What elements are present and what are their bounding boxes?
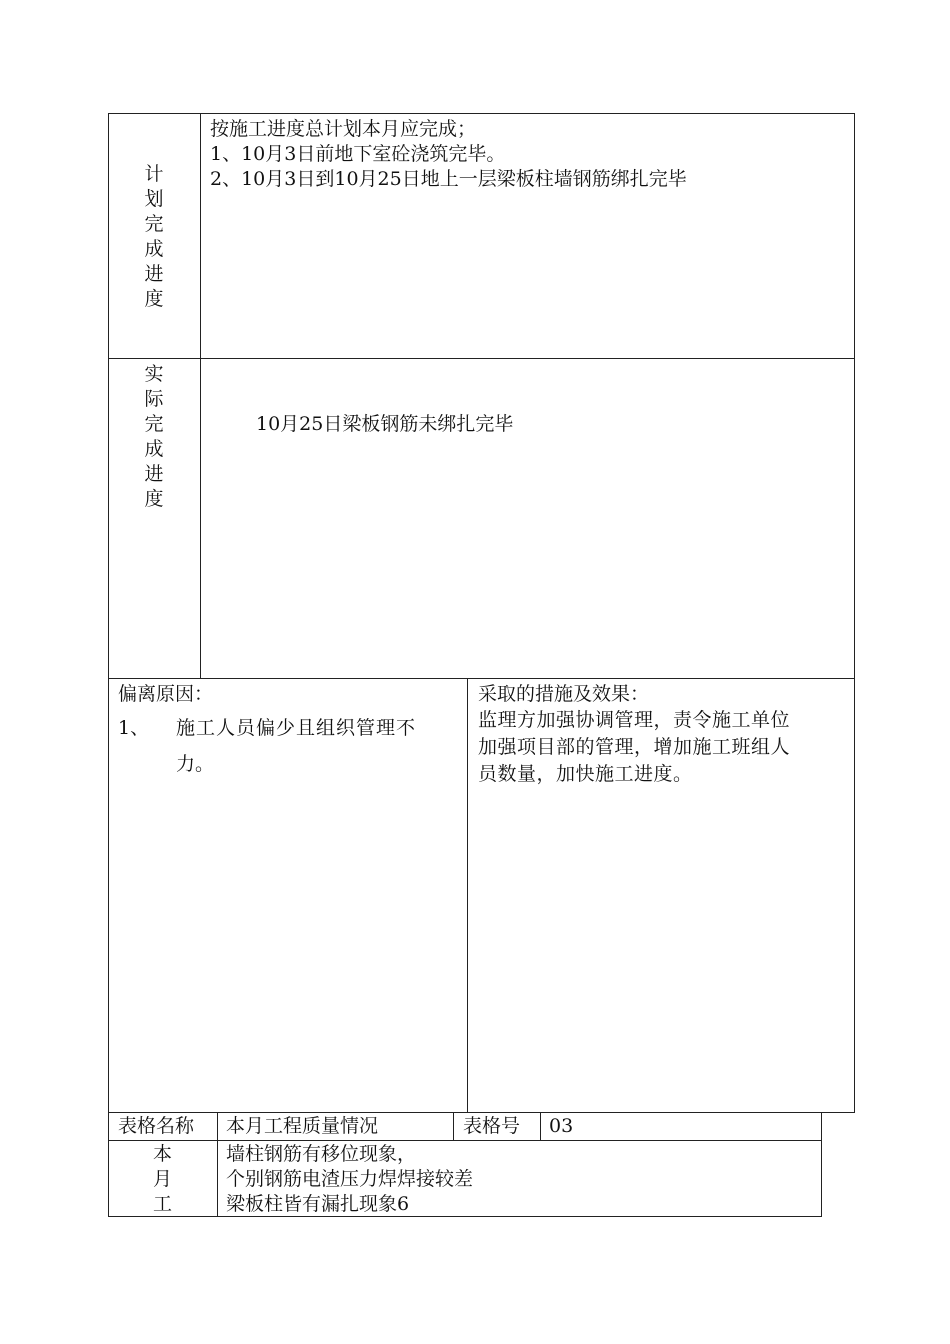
deviation-item-number: 1、 [118, 717, 150, 739]
quality-row-label-char: 月 [152, 1168, 172, 1190]
quality-row-label-char: 本 [152, 1143, 172, 1165]
measures-line: 员数量，加快施工进度。 [478, 763, 693, 785]
deviation-item-line: 力。 [176, 753, 215, 775]
plan-content [210, 117, 850, 192]
actual-label-char: 成 [144, 438, 164, 460]
quality-row-label [108, 1142, 217, 1217]
table-name-value: 本月工程质量情况 [226, 1115, 379, 1137]
plan-label-char: 成 [144, 238, 164, 260]
divider-deviation-measures [467, 678, 468, 1113]
actual-label [108, 362, 200, 512]
plan-item: 2、10月3日到10月25日地上一层梁板柱墙钢筋绑扎完毕 [210, 168, 687, 190]
quality-header-divider [108, 1140, 822, 1141]
quality-col-divider [540, 1112, 541, 1141]
plan-item: 1、10月3日前地下室砼浇筑完毕。 [210, 143, 506, 165]
table-number-label: 表格号 [463, 1115, 521, 1137]
plan-label-char: 计 [144, 163, 164, 185]
plan-intro: 按施工进度总计划本月应完成； [210, 118, 477, 140]
measures-line: 加强项目部的管理，增加施工班组人 [478, 736, 791, 758]
divider-plan-actual [108, 358, 855, 359]
deviation-title: 偏离原因： [118, 683, 214, 705]
plan-label-char: 完 [144, 213, 164, 235]
deviation-cell [118, 682, 463, 773]
quality-line: 梁板柱皆有漏扎现象6 [226, 1193, 410, 1215]
plan-label-char: 划 [144, 188, 164, 210]
schedule-table [108, 113, 855, 1113]
measures-cell [478, 682, 850, 788]
plan-label-char: 进 [144, 263, 164, 285]
quality-col-divider [217, 1112, 218, 1217]
actual-label-char: 实 [144, 363, 164, 385]
quality-row-label-char: 工 [152, 1193, 172, 1215]
table-name-label: 表格名称 [118, 1115, 195, 1137]
actual-label-char: 度 [144, 488, 164, 510]
deviation-item [118, 713, 463, 773]
deviation-item-line: 施工人员偏少且组织管理不 [176, 717, 417, 739]
plan-label-char: 度 [144, 288, 164, 310]
measures-title: 采取的措施及效果： [478, 683, 650, 705]
divider-actual-deviation [108, 678, 855, 679]
actual-content: 10月25日梁板钢筋未绑扎完毕 [256, 413, 514, 435]
actual-label-char: 完 [144, 413, 164, 435]
measures-line: 监理方加强协调管理，责令施工单位 [478, 709, 791, 731]
quality-line: 墙柱钢筋有移位现象， [226, 1143, 417, 1165]
quality-line: 个别钢筋电渣压力焊焊接较差 [226, 1168, 474, 1190]
table-number-value: 03 [549, 1115, 574, 1137]
actual-label-char: 进 [144, 463, 164, 485]
divider-label-column [200, 113, 201, 679]
quality-col-divider [453, 1112, 454, 1141]
actual-label-char: 际 [144, 388, 164, 410]
plan-label [108, 162, 200, 312]
quality-content [226, 1142, 816, 1217]
